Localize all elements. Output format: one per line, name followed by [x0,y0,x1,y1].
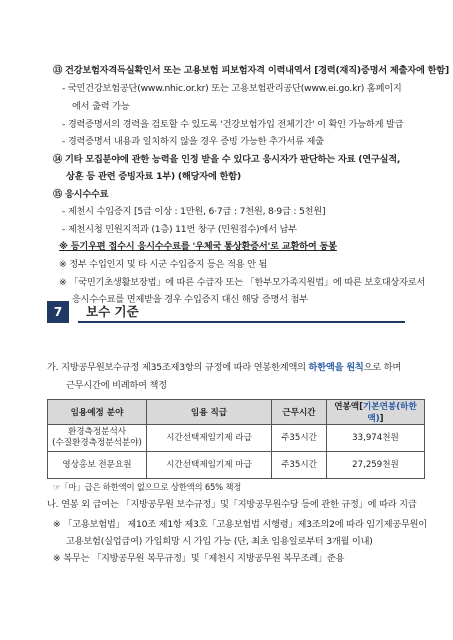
header-hours: 근무시간 [272,400,327,425]
header-field: 임용예정 분야 [48,400,147,425]
table-row [48,425,425,452]
item-14-title: ⑭ 기타 모집분야에 관한 능력을 인정 받을 수 있다고 응시자가 판단하는 자료 (연구실적, [53,154,401,165]
para-ga-text-a: 가. 지방공무원보수규정 제35조제3항의 규정에 따라 연봉한계액의 [47,362,309,373]
cell-pay: 33,974천원 [327,425,425,452]
pay-table [47,399,425,479]
note-employment-insurance-2: 고용보험(실업급여) 가입희망 시 가입 가능 (단, 최초 임용일로부터 3개월 이내) [66,536,373,547]
fee-amounts: - 제천시 수입증지 [5급 이상 : 1만원, 6·7급 : 7천원, 8·9급 : 5천원] [62,206,326,217]
note-ma-grade: ☞「마」급은 하한액이 없으므로 상한액의 65% 책정 [53,482,242,492]
cell-grade: 시간선택제임기제 라급 [147,425,272,452]
para-na: 나. 연봉 외 급여는 「지방공무원 보수규정」및「지방공무원수당 등에 관한 규정」에 따라 지급 [47,499,417,510]
header-pay-base: 기본연봉(하한액) [363,402,417,424]
para-ga-emphasis: 하한액을 원칙 [308,362,364,373]
fee-payment-place: - 제천시청 민원지적과 (1층) 11번 창구 (민원접수)에서 납부 [62,224,297,235]
cell-grade: 시간선택제임기제 마급 [147,452,272,479]
fee-exemption-note-2: 응시수수료를 면제받을 경우 수입증지 대신 해당 증명서 첨부 [72,294,308,305]
cell-hours: 주35시간 [272,452,327,479]
note-service-rules: ※ 복무는 「지방공무원 복무규정」및「제천시 지방공무원 복무조례」준용 [53,553,345,564]
note-employment-insurance-1: ※ 「고용보험법」 제10조 제1항 제3호「고용보험법 시행령」제3조의2에 따라 임기제공무원이 [53,519,427,530]
section-number: 7 [47,301,69,323]
fee-mail-note: ※ 등기우편 접수시 응시수수료를 '우체국 통상환증서'로 교환하여 동봉 [59,241,337,252]
header-pay-suffix: ] [379,414,384,424]
item-13-line-4: - 경력증명서 내용과 일치하지 않을 경우 증빙 가능한 추가서류 제출 [62,136,324,147]
item-14-line-2: 상훈 등 관련 증빙자료 1부) (해당자에 한함) [66,171,241,182]
field-line-2: (수질환경측정분석분야) [52,438,142,448]
header-pay [327,400,425,425]
cell-field [48,425,147,452]
item-13-line-1: - 국민건강보험공단(www.nhic.or.kr) 또는 고용보험관리공단(www.ei.go.kr) 홈페이지 [62,83,402,94]
header-grade: 임용 직급 [147,400,272,425]
cell-field: 영상홍보 전문요원 [48,452,147,479]
para-ga-line-2: 근무시간에 비례하여 책정 [66,380,167,391]
fee-exemption-note-1: ※ 「국민기초생활보장법」에 따른 수급자 또는 「한부모가족지원법」에 따른 보호대상자로서 [59,277,426,288]
fee-note-stamps: ※ 정부 수입인지 및 타 시군 수입증지 등은 적용 안 됨 [59,259,268,270]
para-ga-line-1 [47,362,401,374]
table-row [48,452,425,479]
section-title: 보수 기준 [78,301,405,323]
item-15-title: ⑮ 응시수수료 [53,189,109,200]
para-ga-text-c: 으로 하며 [363,362,402,373]
table-header-row [48,400,425,425]
item-13-line-2: 에서 출력 가능 [72,101,130,112]
item-13-line-3: - 경력증명서의 경력을 검토할 수 있도록 '건강보험가입 전체기간' 이 확인 가능하게 발급 [62,119,404,130]
item-13-title: ⑬ 건강보험자격득실확인서 또는 고용보험 피보험자격 이력내역서 [경력(재직)증명서 제출자에 한함] [53,65,449,76]
cell-hours: 주35시간 [272,425,327,452]
cell-pay: 27,259천원 [327,452,425,479]
field-line-1: 환경측정분석사 [67,427,127,437]
header-pay-prefix: 연봉액[ [334,402,364,412]
